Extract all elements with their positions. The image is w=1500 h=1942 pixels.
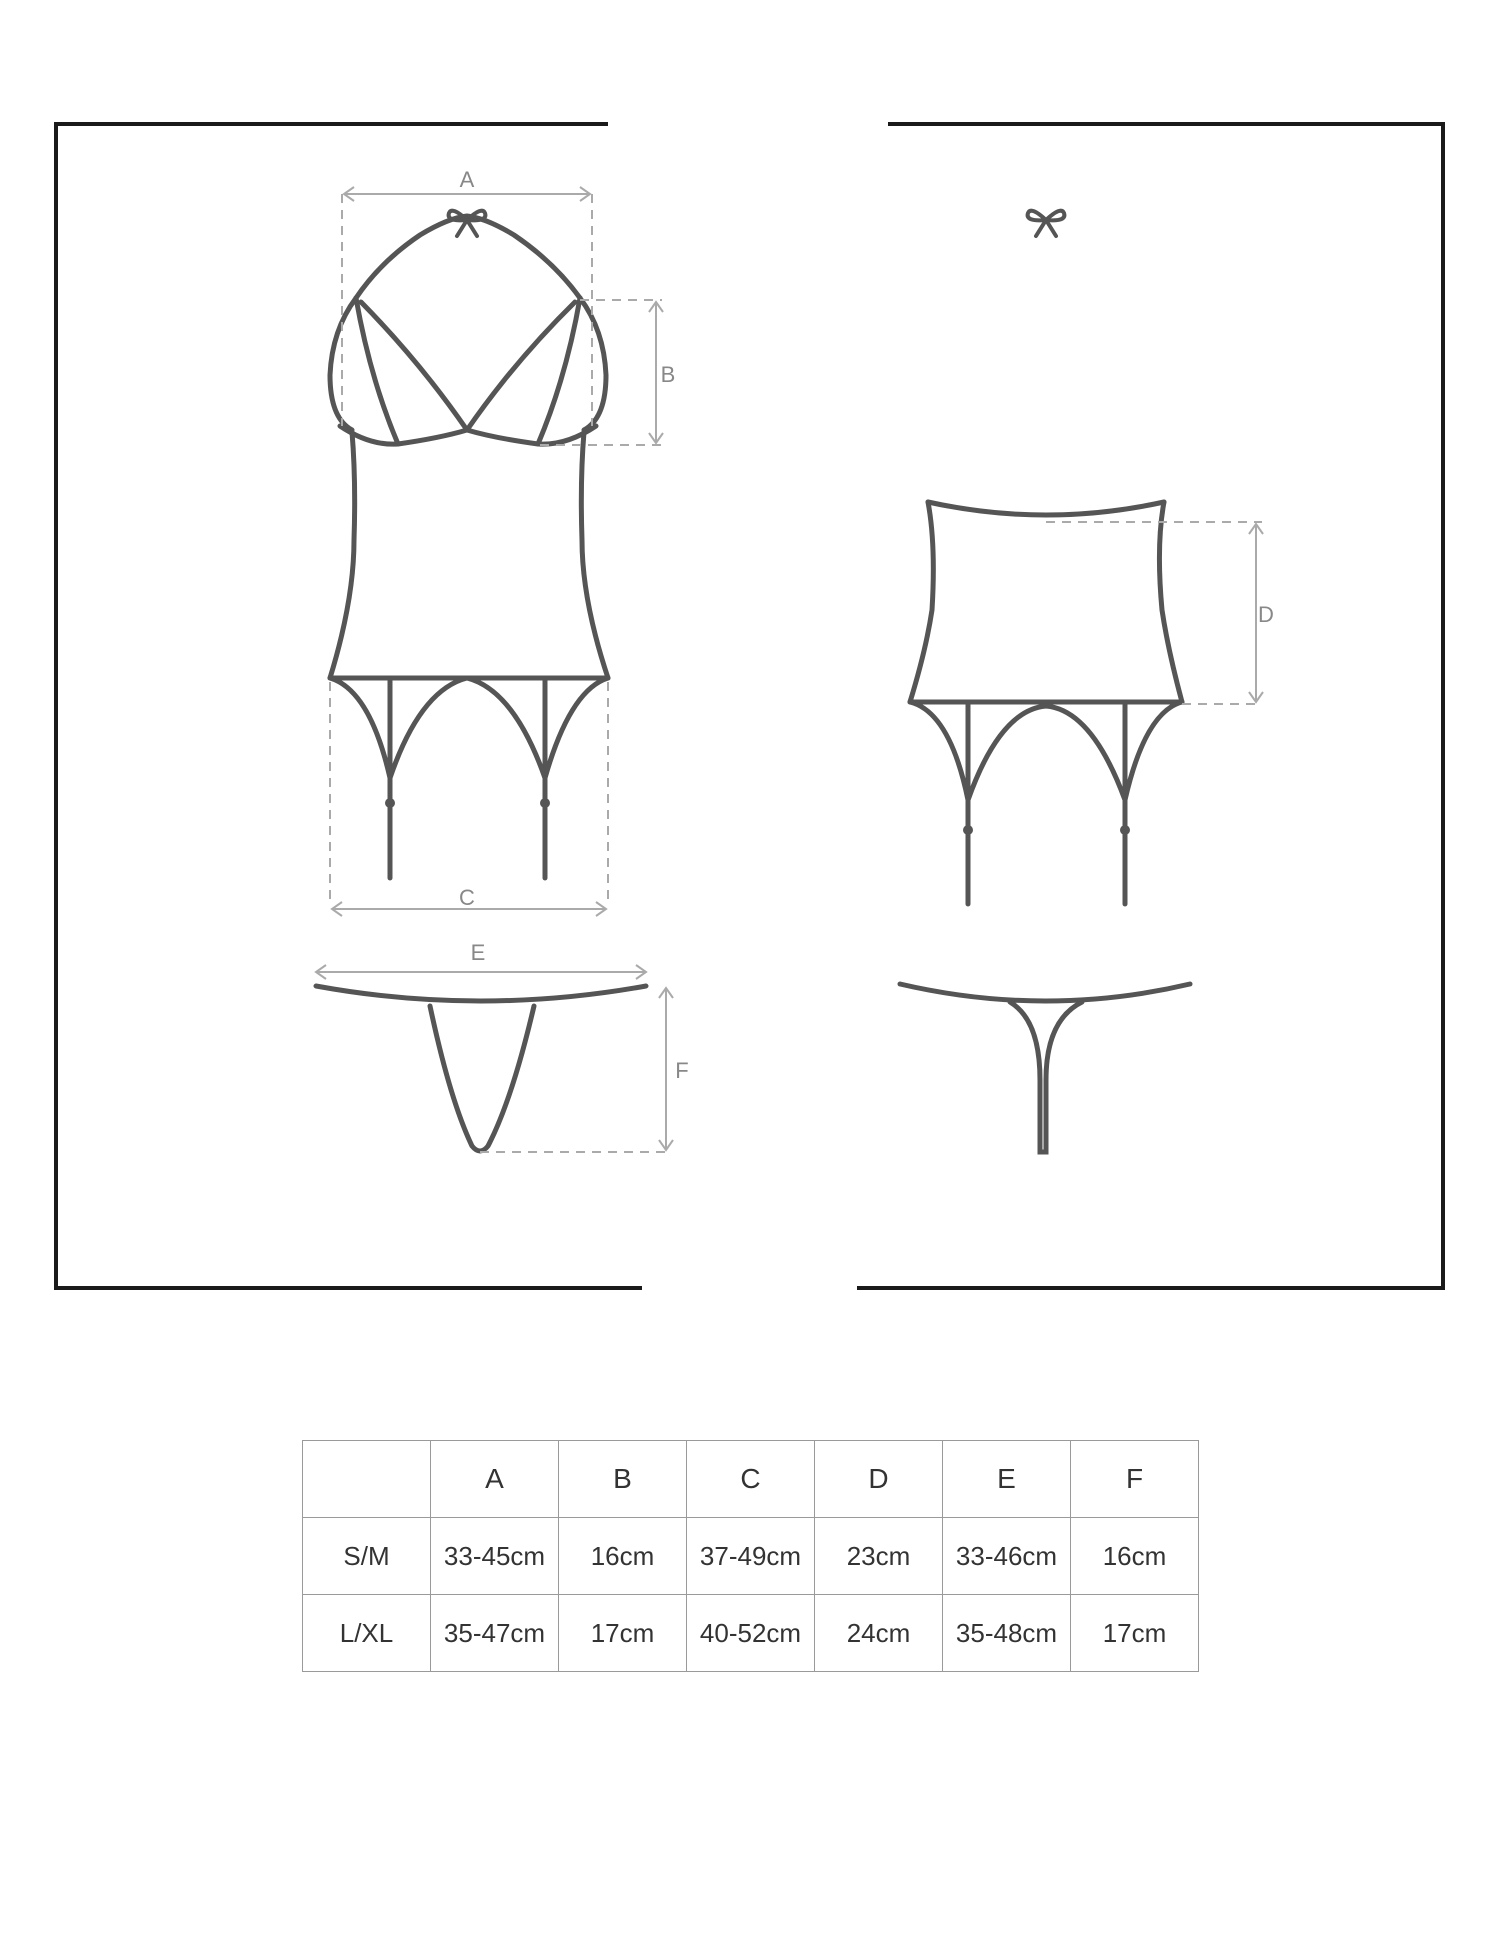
front-thong	[316, 986, 646, 1151]
front-garter-top	[330, 216, 608, 878]
front-garter-clips	[385, 798, 550, 808]
back-dimension-guides	[1046, 522, 1262, 704]
column-header-a: A	[431, 1441, 559, 1518]
back-thong	[900, 984, 1190, 1152]
size-table	[302, 1440, 1199, 1672]
diagram-frame	[56, 124, 1443, 1288]
dimension-label-a: A	[459, 167, 475, 192]
table-cell: 17cm	[1071, 1595, 1199, 1672]
table-row	[303, 1518, 1199, 1595]
table-cell: 35-48cm	[943, 1595, 1071, 1672]
dimension-label-f: F	[675, 1058, 689, 1083]
table-header-row	[303, 1441, 1199, 1518]
column-header-b: B	[559, 1441, 687, 1518]
back-bow-icon	[1028, 211, 1065, 236]
table-cell: 17cm	[559, 1595, 687, 1672]
table-cell: 33-46cm	[943, 1518, 1071, 1595]
column-header-d: D	[815, 1441, 943, 1518]
table-cell: 24cm	[815, 1595, 943, 1672]
table-row	[303, 1595, 1199, 1672]
table-cell: 16cm	[1071, 1518, 1199, 1595]
back-garter-clips	[963, 825, 1130, 835]
column-header-c: C	[687, 1441, 815, 1518]
dimension-label-c: C	[459, 885, 475, 910]
dimension-label-e: E	[470, 940, 486, 965]
table-cell: 16cm	[559, 1518, 687, 1595]
column-header-e: E	[943, 1441, 1071, 1518]
table-cell: 37-49cm	[687, 1518, 815, 1595]
back-dimension-labels	[1258, 602, 1274, 627]
table-cell: 23cm	[815, 1518, 943, 1595]
size-label: S/M	[303, 1518, 431, 1595]
table-cell: 40-52cm	[687, 1595, 815, 1672]
back-garter-top	[910, 502, 1182, 904]
size-label: L/XL	[303, 1595, 431, 1672]
front-dimension-arrows	[316, 187, 673, 1150]
table-cell: 33-45cm	[431, 1518, 559, 1595]
column-header-f: F	[1071, 1441, 1199, 1518]
table-cell: 35-47cm	[431, 1595, 559, 1672]
dimension-label-d: D	[1258, 602, 1274, 627]
front-dimension-guides	[330, 194, 670, 1152]
table-corner-cell	[303, 1441, 431, 1518]
dimension-label-b: B	[660, 362, 676, 387]
